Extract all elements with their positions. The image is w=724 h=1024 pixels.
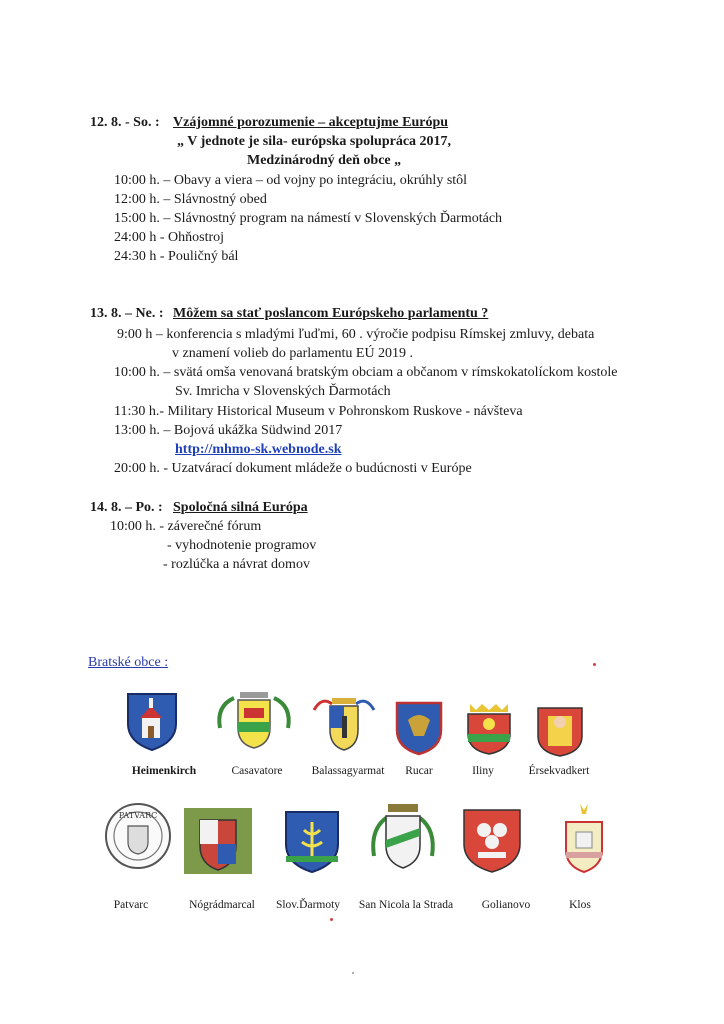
casavatore-crest-icon [210, 688, 298, 752]
svg-text:PATVARC: PATVARC [118, 811, 158, 820]
sister-town-label: Klos [569, 899, 591, 911]
sister-town-label: Nógrádmarcal [189, 899, 255, 911]
sister-town-label: Casavatore [231, 765, 283, 777]
museum-link[interactable]: http://mhmo-sk.webnode.sk [175, 442, 342, 457]
rucar-crest-icon [394, 700, 444, 756]
sister-town-label: San Nicola la Strada [358, 899, 454, 911]
day3-date: 14. 8. – Po. : [90, 500, 163, 515]
day1-subtitle-2: Medzinárodný deň obce „ [247, 153, 402, 168]
balassagyarmat-crest-icon [308, 690, 380, 752]
day1-item: 12:00 h. – Slávnostný obed [114, 192, 267, 207]
scan-speck [352, 972, 354, 974]
day1-item: 15:00 h. – Slávnostný program na námestí v Slovenských Ďarmotách [114, 211, 503, 226]
day1-subtitle-1: „ V jednote je sila- európska spolupráca 2017, [177, 134, 452, 149]
day3-item: - vyhodnotenie programov [167, 538, 317, 553]
day2-date: 13. 8. – Ne. : [90, 306, 164, 321]
scan-speck [593, 663, 596, 666]
golianovo-crest-icon [460, 806, 524, 876]
day2-item: v znamení volieb do parlamentu EÚ 2019 . [172, 346, 414, 361]
sister-town-label: Balassagyarmat [311, 765, 385, 777]
day3-theme: Spoločná silná Európa [173, 500, 308, 515]
san-nicola-la-strada-crest-icon [366, 800, 440, 876]
sister-town-label: Heimenkirch [131, 765, 197, 777]
day1-item: 24:30 h - Pouličný bál [114, 249, 239, 264]
day1-item: 10:00 h. – Obavy a viera – od vojny po integráciu, okrúhly stôl [114, 173, 468, 188]
sister-town-label: Érsekvadkert [528, 765, 590, 777]
sister-town-label: Slov.Ďarmoty [275, 899, 341, 911]
day1-date: 12. 8. - So. : [90, 115, 160, 130]
day2-theme: Môžem sa stať poslancom Európskeho parlamentu ? [173, 306, 489, 321]
sister-towns-heading: Bratské obce : [88, 655, 169, 670]
patvarc-seal-icon [102, 800, 174, 872]
day3-item: 10:00 h. - záverečné fórum [110, 519, 262, 534]
day2-item: 13:00 h. – Bojová ukážka Südwind 2017 [114, 423, 343, 438]
sister-town-label: Iliny [472, 765, 494, 777]
ersekvadkert-crest-icon [532, 700, 588, 758]
nogradmarcal-crest-icon [182, 806, 254, 876]
day2-item: 9:00 h – konferencia s mladými ľuďmi, 60 . výročie podpisu Rímskej zmluvy, debata [117, 327, 595, 342]
scan-speck [330, 918, 333, 921]
sister-town-label: Rucar [405, 765, 433, 777]
day2-item: 11:30 h.- Military Historical Museum v Pohronskom Ruskove - návšteva [114, 404, 523, 419]
day3-item: - rozlúčka a návrat domov [163, 557, 310, 572]
day1-theme: Vzájomné porozumenie – akceptujme Európu [173, 115, 449, 130]
day2-item: Sv. Imricha v Slovenských Ďarmotách [175, 384, 391, 399]
slovenske-darmoty-crest-icon [282, 808, 342, 874]
iliny-crest-icon [462, 700, 516, 756]
day1-item: 24:00 h - Ohňostroj [114, 230, 225, 245]
klos-crest-icon [560, 800, 608, 876]
sister-town-label: Patvarc [113, 899, 149, 911]
sister-town-label: Golianovo [481, 899, 531, 911]
heimenkirch-crest-icon [124, 690, 180, 752]
day2-item: 20:00 h. - Uzatvárací dokument mládeže o budúcnosti v Európe [114, 461, 472, 476]
day2-item: 10:00 h. – svätá omša venovaná bratským obciam a občanom v rímskokatolíckom kostole [114, 365, 618, 380]
